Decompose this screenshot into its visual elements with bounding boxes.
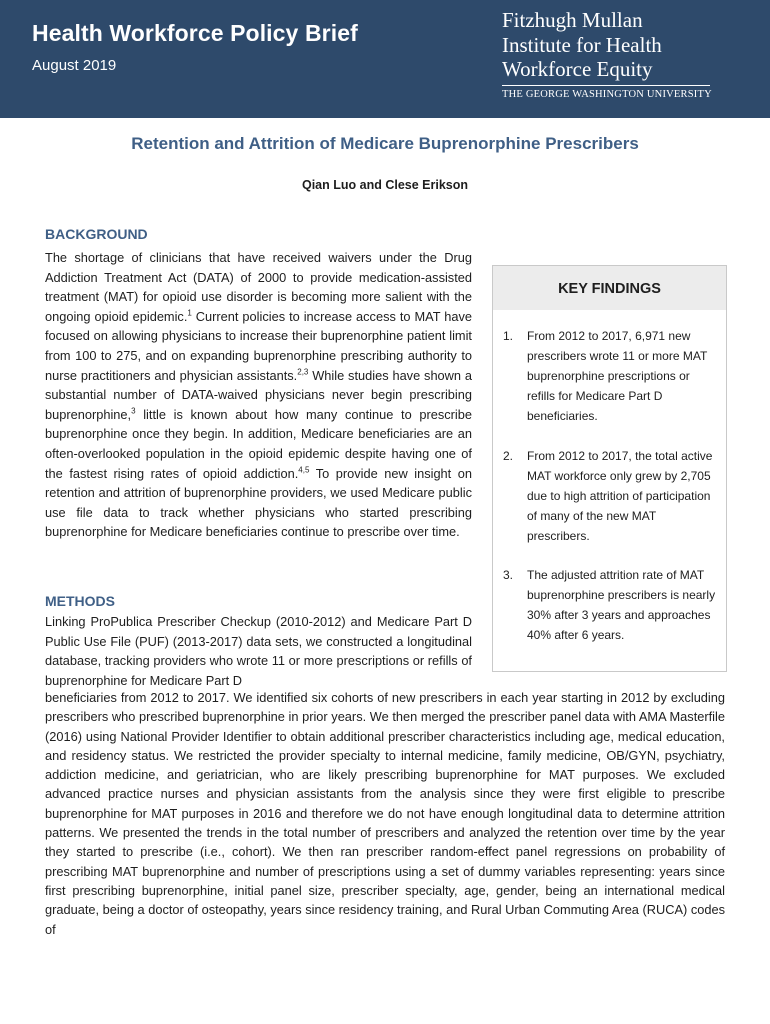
institute-line: Fitzhugh Mullan: [502, 8, 643, 32]
citation: 3: [131, 406, 136, 416]
citation: 1: [187, 308, 192, 318]
citation: 2,3: [297, 367, 309, 377]
key-finding-text: From 2012 to 2017, 6,971 new prescribers wrote 11 or more MAT buprenorphine prescriptions or refills for Medicare Part D beneficiaries.: [527, 329, 708, 423]
institute-logo-text: [502, 8, 662, 82]
citation: 4,5: [298, 465, 310, 475]
brief-date: August 2019: [32, 57, 117, 74]
header-banner: [0, 0, 770, 118]
methods-heading: METHODS: [45, 593, 115, 609]
logo-divider: [502, 85, 710, 86]
text-run: Current policies to increase access to MAT have focused on allowing physicians to increase their buprenorphine patient limit from 100 to 275, and on expanding buprenorphine prescribing authority to nurse practitioners and physician assistants.: [45, 308, 472, 383]
key-finding-text: The adjusted attrition rate of MAT buprenorphine prescribers is nearly 30% after 3 years and approaches 40% after 6 years.: [527, 568, 716, 642]
brief-title: Health Workforce Policy Brief: [32, 20, 358, 46]
authors: Qian Luo and Clese Erikson: [301, 178, 468, 192]
key-finding-number: 2.: [503, 449, 514, 463]
background-paragraph: [45, 248, 472, 542]
institute-line: Institute for Health: [502, 32, 662, 57]
key-finding-number: 3.: [503, 568, 514, 582]
methods-paragraph-wide: beneficiaries from 2012 to 2017. We identified six cohorts of new prescribers in each year starting in 2012 by excluding prescribers who prescribed buprenorphine in prior years. We then merged the prescriber panel data with AMA Masterfile (2016) using National Provider Identifier to obtain additional prescriber characteristics including age, medical education, and residency status. We restricted the provider specialty to internal medicine, family medicine, OB/GYN, psychiatry, addiction medicine, and geriatrician, who are likely prescribing buprenorphine for MAT purposes. We excluded advanced practice nurses and physician assistants from the analysis since they were first eligible to prescribe buprenorphine for MAT purposes in 2016 and therefore we do not have enough longitudinal data to determine attrition patterns. We presented the trends in the total number of prescribers and analyzed the retention over time by the year they started to prescribe (i.e., cohort). We then ran prescriber random-effect panel regressions on probability of prescribing MAT buprenorphine and number of prescriptions using a set of dummy variables representing: years since first prescribing buprenorphine, initial panel size, prescriber specialty, age, gender, being an international medical graduate, being a doctor of osteopathy, years since residency training, and Rural Urban Commuting Area (RUCA) codes of: [45, 690, 725, 937]
key-findings-box: [492, 265, 727, 672]
institute-line: Workforce Equity: [502, 57, 653, 81]
text-run: little is known about how many continue to prescribe buprenorphine once they begin. In addition, Medicare beneficiaries are an often-overlooked population in the opioid epidemic despite having one of the fastest rising rates of opioid addiction.: [45, 406, 472, 481]
text-run: To provide new insight on retention and attrition of buprenorphine providers, we used Medicare public use file data to track whether physicians who started prescribing buprenorphine for Medicare beneficiaries continue to prescribe over time.: [45, 465, 472, 540]
document-title: Retention and Attrition of Medicare Buprenorphine Prescribers: [131, 134, 639, 153]
background-heading: BACKGROUND: [45, 226, 148, 242]
key-findings-heading: KEY FINDINGS: [493, 266, 726, 310]
text-run: The shortage of clinicians that have received waivers under the Drug Addiction Treatment Act (DATA) of 2000 to provide medication-assisted treatment (MAT) for opioid use disorder is becoming more salient with the ongoing opioid epidemic.: [45, 250, 472, 324]
key-finding-number: 1.: [503, 329, 514, 343]
methods-paragraph-narrow: Linking ProPublica Prescriber Checkup (2010-2012) and Medicare Part D Public Use File (PUF) (2013-2017) data sets, we constructed a longitudinal database, tracking providers who wrote 11 or more prescriptions or refills of buprenorphine for Medicare Part D: [45, 614, 472, 688]
university-name: THE GEORGE WASHINGTON UNIVERSITY: [502, 89, 712, 100]
key-finding-text: From 2012 to 2017, the total active MAT workforce only grew by 2,705 due to high attrition of participation of many of the new MAT prescribers.: [527, 449, 713, 543]
text-run: While studies have shown a substantial number of DATA-waived physicians never begin prescribing buprenorphine,: [45, 367, 472, 422]
